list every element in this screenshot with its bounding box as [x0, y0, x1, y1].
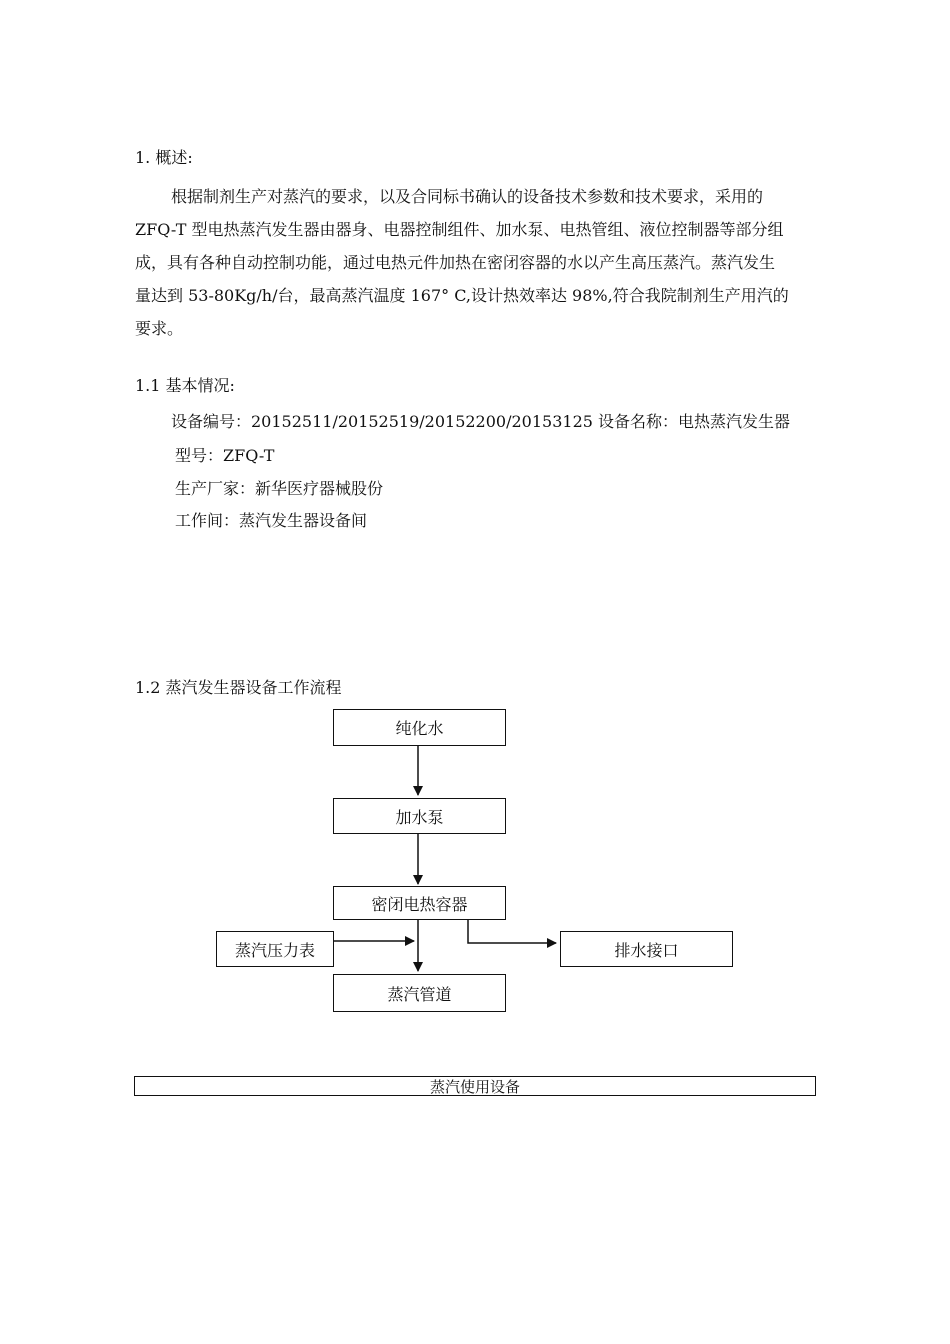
equipment-id-line: 设备编号：20152511/20152519/20152200/20153125 设备名称：电热蒸汽发生器 [171, 412, 791, 431]
flow-box-pressure-gauge: 蒸汽压力表 [216, 931, 334, 967]
overview-line-4: 量达到 53-80Kg/h/台，最高蒸汽温度 167° C,设计热效率达 98%,符合我院制剂生产用汽的 [135, 286, 789, 305]
overview-line-1: 根据制剂生产对蒸汽的要求，以及合同标书确认的设备技术参数和技术要求，采用的 [171, 187, 764, 206]
flow-box-steam-pipe: 蒸汽管道 [333, 974, 506, 1012]
flow-box-water-pump: 加水泵 [333, 798, 506, 834]
arrow-container-to-drain [468, 920, 556, 943]
overview-line-2: ZFQ-T 型电热蒸汽发生器由器身、电器控制组件、加水泵、电热管组、液位控制器等部分组 [135, 220, 784, 239]
flow-box-drain-port: 排水接口 [560, 931, 733, 967]
workroom-line: 工作间：蒸汽发生器设备间 [175, 511, 368, 530]
manufacturer-line: 生产厂家：新华医疗器械股份 [175, 479, 384, 498]
flow-box-purified-water: 纯化水 [333, 709, 506, 746]
flow-box-sealed-container: 密闭电热容器 [333, 886, 506, 920]
section-1-2-heading: 1.2 蒸汽发生器设备工作流程 [135, 678, 342, 697]
flow-box-steam-equipment: 蒸汽使用设备 [134, 1076, 816, 1096]
section-1-1-heading: 1.1 基本情况: [135, 376, 235, 395]
model-line: 型号：ZFQ-T [175, 446, 275, 465]
overview-line-5: 要求。 [135, 319, 184, 338]
section-1-heading: 1. 概述: [135, 148, 193, 167]
overview-line-3: 成，具有各种自动控制功能，通过电热元件加热在密闭容器的水以产生高压蒸汽。蒸汽发生 [135, 253, 776, 272]
